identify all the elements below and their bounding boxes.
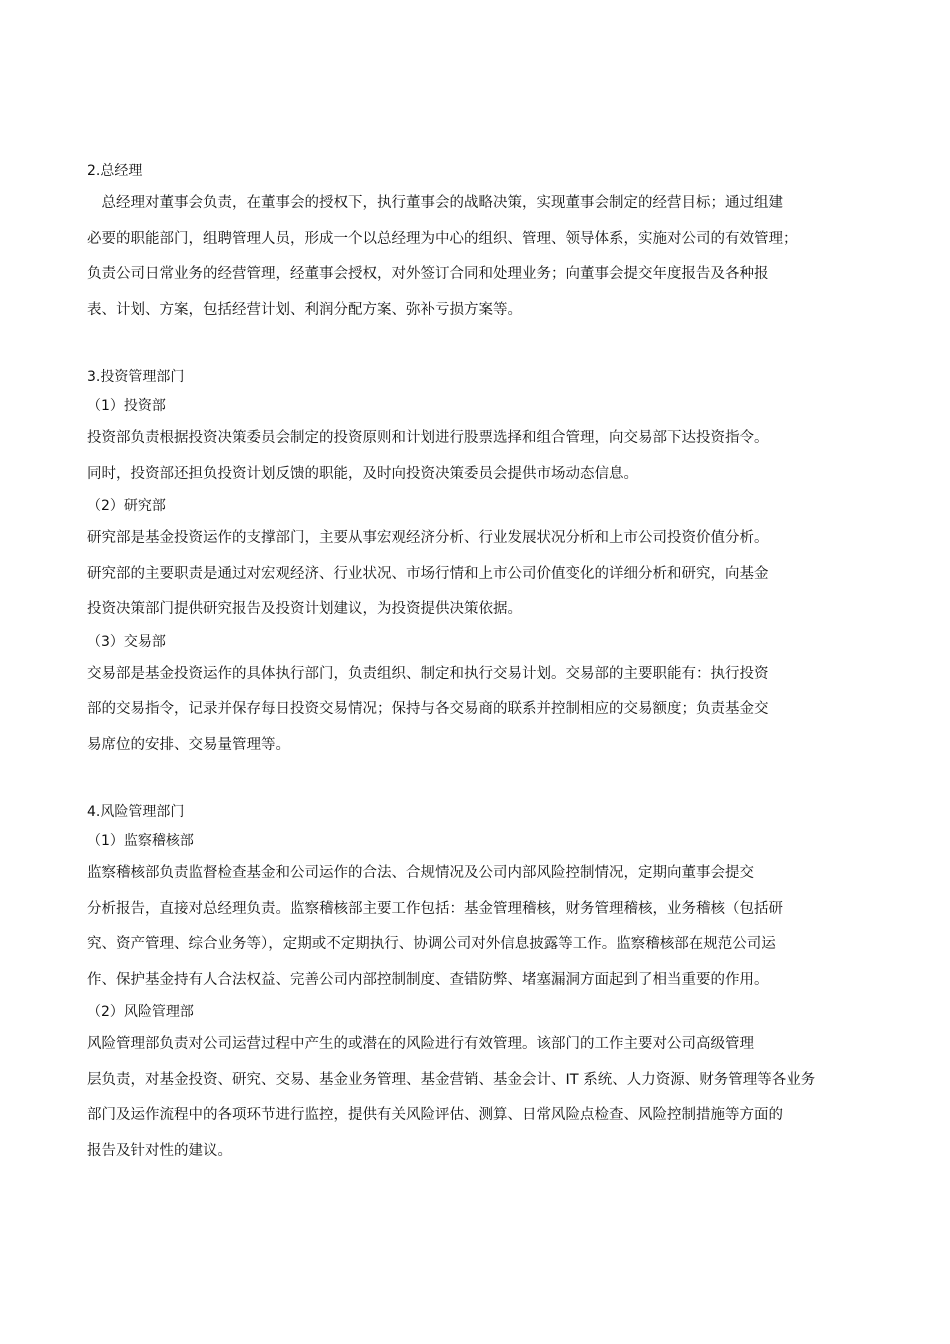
- subheading-risk-dept: （2）风险管理部: [87, 1004, 194, 1020]
- text-line: 必要的职能部门，组聘管理人员，形成一个以总经理为中心的组织、管理、领导体系，实施对公司的有效管理；: [87, 230, 798, 247]
- text-line: 易席位的安排、交易量管理等。: [87, 736, 290, 753]
- section-heading-investment-management: 3.投资管理部门: [87, 369, 185, 385]
- section-heading-general-manager: 2.总经理: [87, 163, 143, 179]
- text-line: 部的交易指令，记录并保存每日投资交易情况；保持与各交易商的联系并控制相应的交易额度；负责基金交: [87, 701, 769, 717]
- text-line: 同时，投资部还担负投资计划反馈的职能，及时向投资决策委员会提供市场动态信息。: [87, 465, 638, 482]
- text-line: 表、计划、方案，包括经营计划、利润分配方案、弥补亏损方案等。: [87, 301, 522, 318]
- text-line: 总经理对董事会负责，在董事会的授权下，执行董事会的战略决策，实现董事会制定的经营目标；通过组建: [87, 195, 783, 211]
- paragraph-general-manager: [87, 186, 877, 328]
- paragraph-audit-dept: [87, 856, 877, 998]
- paragraph-risk-dept: [87, 1027, 877, 1169]
- text-line: 作、保护基金持有人合法权益、完善公司内部控制制度、查错防弊、堵塞漏洞方面起到了相当重要的作用。: [87, 971, 769, 988]
- subheading-trading-dept: （3）交易部: [87, 633, 166, 650]
- text-line: 研究部是基金投资运作的支撑部门，主要从事宏观经济分析、行业发展状况分析和上市公司投资价值分析。: [87, 530, 769, 546]
- paragraph-trading-dept: [87, 657, 877, 764]
- text-line: 投资决策部门提供研究报告及投资计划建议，为投资提供决策依据。: [87, 601, 522, 617]
- subheading-investment-dept: （1）投资部: [87, 398, 166, 414]
- text-line: 交易部是基金投资运作的具体执行部门，负责组织、制定和执行交易计划。交易部的主要职能有：执行投资: [87, 665, 769, 682]
- text-line: 部门及运作流程中的各项环节进行监控，提供有关风险评估、测算、日常风险点检查、风险控制措施等方面的: [87, 1107, 783, 1123]
- text-line: 究、资产管理、综合业务等），定期或不定期执行、协调公司对外信息披露等工作。监察稽核部在规范公司运: [87, 936, 776, 952]
- section-heading-risk-management: 4.风险管理部门: [87, 804, 185, 820]
- text-line: 报告及针对性的建议。: [87, 1142, 232, 1159]
- text-line: 监察稽核部负责监督检查基金和公司运作的合法、合规情况及公司内部风险控制情况，定期向董事会提交: [87, 865, 754, 881]
- spacer: [87, 328, 877, 363]
- text-line: 投资部负责根据投资决策委员会制定的投资原则和计划进行股票选择和组合管理，向交易部下达投资指令。: [87, 430, 769, 446]
- text-line: 层负责，对基金投资、研究、交易、基金业务管理、基金营销、基金会计、IT 系统、人力资源、财务管理等各业务: [87, 1071, 816, 1088]
- subheading-audit-dept: （1）监察稽核部: [87, 833, 194, 849]
- text-line: 风险管理部负责对公司运营过程中产生的或潜在的风险进行有效管理。该部门的工作主要对公司高级管理: [87, 1036, 754, 1052]
- text-line: 分析报告，直接对总经理负责。监察稽核部主要工作包括：基金管理稽核，财务管理稽核，业务稽核（包括研: [87, 900, 783, 917]
- paragraph-research-dept: [87, 521, 877, 628]
- document-page: [87, 157, 877, 1169]
- spacer: [87, 763, 877, 798]
- text-line: 研究部的主要职责是通过对宏观经济、行业状况、市场行情和上市公司价值变化的详细分析和研究，向基金: [87, 565, 769, 582]
- subheading-research-dept: （2）研究部: [87, 498, 166, 514]
- paragraph-investment-dept: [87, 421, 877, 492]
- text-line: 负责公司日常业务的经营管理，经董事会授权，对外签订合同和处理业务；向董事会提交年度报告及各种报: [87, 266, 769, 282]
